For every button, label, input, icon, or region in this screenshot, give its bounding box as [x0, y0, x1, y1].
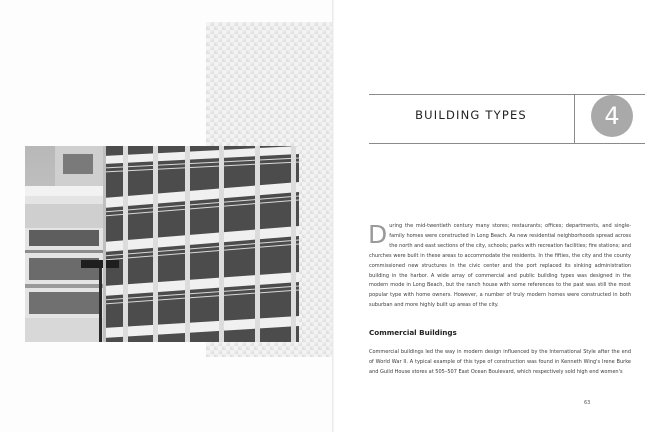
intro-paragraph: [369, 222, 631, 311]
section-heading: Commercial Buildings: [369, 328, 457, 337]
section-paragraph: [369, 348, 631, 378]
drop-cap: D: [368, 220, 388, 249]
page-gutter: [332, 0, 334, 432]
intro-text: uring the mid-twentieth century many stores; restaurants; offices; departments, and single-family homes were constructed in Long Beach. As new residential neighborhoods spread across the north and east sections of the city, schools; parks with recreation facilities; fire stations; and churches were built in these areas to accommodate the residents. In the fifties, the city and the county commissioned new structures in the civic center and the port replaced its sinking administration building in the harbor. A wide array of commercial and public building types was designed in the modern mode in Long Beach, but the ranch house with some references to the past was still the most popular type with home owners. However, a number of truly modern homes were constructed in both suburban and more highly built up areas of the city.: [369, 223, 631, 309]
section-text: Commercial buildings led the way in modern design influenced by the International Style after the end of World War II. A typical example of this type of construction was found in Kenneth Wing's Irene Burke and Guild House stores at 505–507 East Ocean Boulevard, which respectively sold high end women's: [369, 349, 631, 375]
chapter-title: BUILDING TYPES: [415, 108, 527, 122]
heading-divider: [574, 94, 575, 144]
heading-top-rule: [369, 94, 645, 95]
chapter-number: 4: [604, 102, 620, 130]
chapter-number-badge: [591, 95, 633, 137]
heading-bottom-rule: [369, 143, 645, 144]
page-number: 63: [584, 400, 591, 406]
building-photo: [25, 146, 299, 342]
